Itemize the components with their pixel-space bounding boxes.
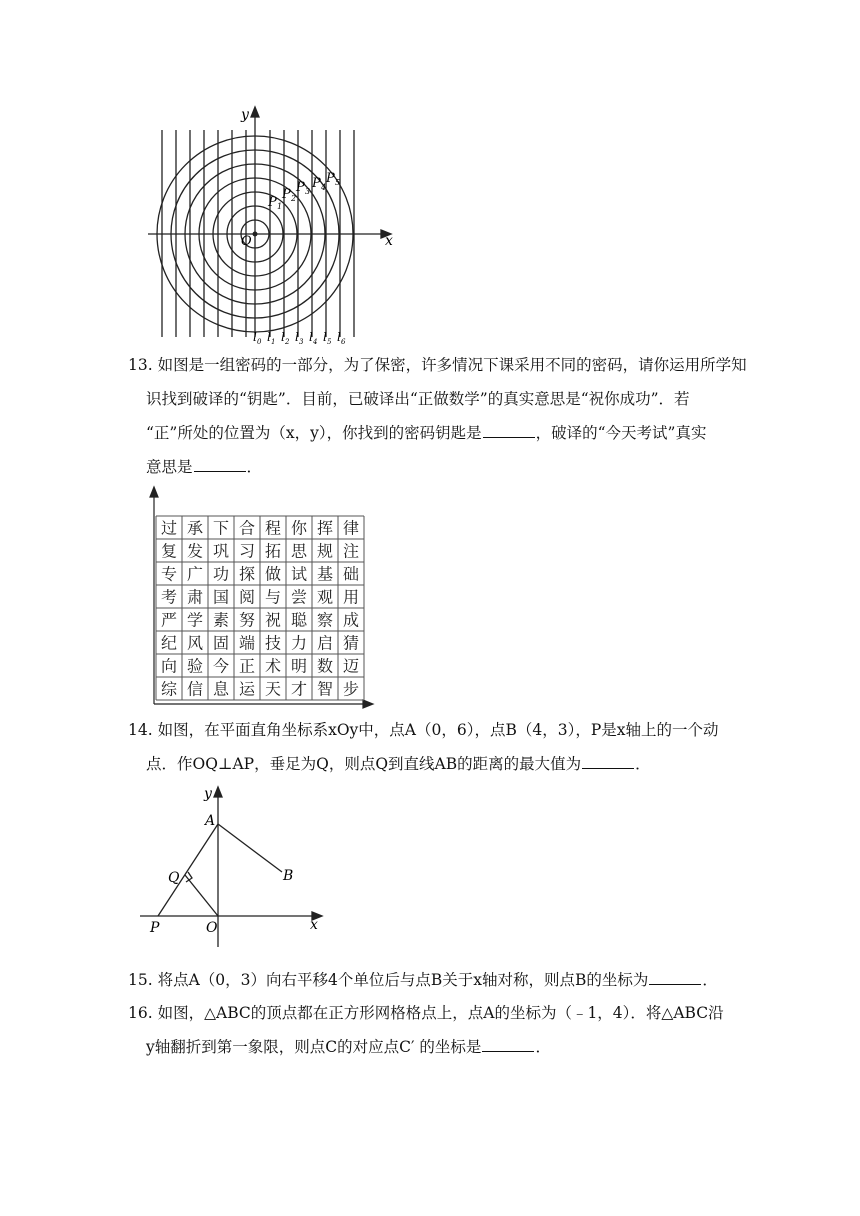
grid-cell: 阅 xyxy=(238,587,256,607)
grid-cell: 础 xyxy=(342,564,360,584)
grid-cell: 端 xyxy=(238,633,256,653)
grid-cell: 学 xyxy=(186,610,204,630)
grid-cell: 技 xyxy=(264,633,282,653)
svg-text:0: 0 xyxy=(257,338,262,345)
answer-blank[interactable] xyxy=(483,423,535,438)
svg-text:B: B xyxy=(283,868,294,884)
grid-cell: 息 xyxy=(212,679,230,699)
grid-cell: 挥 xyxy=(316,518,334,538)
grid-cell: 过 xyxy=(160,518,178,538)
svg-text:l: l xyxy=(253,330,257,344)
grid-cell: 探 xyxy=(238,564,256,584)
grid-cell: 固 xyxy=(212,633,230,653)
svg-text:P: P xyxy=(312,176,321,191)
grid-cell: 成 xyxy=(342,610,360,630)
answer-blank[interactable] xyxy=(194,457,246,472)
q15-line-1: 15. 将点A（0，3）向右平移4个单位后与点B关于x轴对称，则点B的坐标为 ． xyxy=(128,971,718,989)
grid-cell: 肃 xyxy=(186,587,204,607)
grid-cell: 天 xyxy=(264,679,282,699)
grid-cell: 纪 xyxy=(160,633,178,653)
svg-text:2: 2 xyxy=(285,338,290,345)
svg-text:P: P xyxy=(150,920,160,936)
grid-cell: 习 xyxy=(238,541,256,561)
grid-cell: 力 xyxy=(290,633,308,653)
grid-cell: 明 xyxy=(290,656,308,676)
q14-line-1: 14. 如图，在平面直角坐标系xOy中，点A（0，6），点B（4，3），P是x轴上的一个动 xyxy=(128,721,719,739)
svg-text:1: 1 xyxy=(277,202,283,211)
grid-cell: 验 xyxy=(186,656,204,676)
origin-label: O xyxy=(241,234,252,249)
grid-cell: 功 xyxy=(212,564,230,584)
svg-text:1: 1 xyxy=(271,338,276,345)
grid-cell: 考 xyxy=(160,587,178,607)
answer-blank[interactable] xyxy=(649,970,701,985)
svg-text:l: l xyxy=(337,330,341,344)
grid-cell: 素 xyxy=(212,610,230,630)
grid-cell: 承 xyxy=(186,518,204,538)
svg-text:3: 3 xyxy=(305,187,311,196)
svg-text:4: 4 xyxy=(321,183,327,192)
grid-cell: 迈 xyxy=(342,656,360,676)
svg-text:6: 6 xyxy=(341,338,346,345)
svg-text:2: 2 xyxy=(291,194,297,203)
svg-text:5: 5 xyxy=(327,338,332,345)
question-14 xyxy=(128,713,748,781)
grid-cell: 思 xyxy=(290,541,308,561)
grid-cell: 发 xyxy=(186,541,204,561)
grid-cell: 专 xyxy=(160,564,178,584)
svg-text:l: l xyxy=(295,330,299,344)
svg-text:P: P xyxy=(268,195,277,210)
svg-text:5: 5 xyxy=(335,178,341,187)
svg-text:O: O xyxy=(206,920,218,936)
grid-cell: 努 xyxy=(238,610,256,630)
grid-cell: 尝 xyxy=(290,587,308,607)
grid-cell: 运 xyxy=(238,679,256,699)
coordinate-figure-14 xyxy=(140,782,340,952)
q13-line-3: “正”所处的位置为（x，y），你找到的密码钥匙是 ，破译的“今天考试”真实 xyxy=(146,424,707,442)
svg-text:A: A xyxy=(205,813,216,829)
svg-text:P: P xyxy=(282,187,291,202)
q16-line-2: y轴翻折到第一象限，则点C的对应点C′ 的坐标是 ． xyxy=(146,1038,551,1056)
q16-line-1: 16. 如图，△ABC的顶点都在正方形网格格点上，点A的坐标为（﹣1，4）．将△ABC沿 xyxy=(128,1004,724,1022)
grid-cell: 信 xyxy=(186,679,204,699)
grid-cell: 综 xyxy=(160,679,178,699)
grid-cell: 基 xyxy=(316,564,334,584)
answer-blank[interactable] xyxy=(582,754,634,769)
answer-blank[interactable] xyxy=(482,1037,534,1052)
grid-cell: 复 xyxy=(160,541,178,561)
grid-cell: 做 xyxy=(264,564,282,584)
grid-cell: 今 xyxy=(212,656,230,676)
svg-text:l: l xyxy=(267,330,271,344)
grid-cell: 观 xyxy=(316,587,334,607)
grid-cell: 用 xyxy=(342,587,360,607)
svg-text:P: P xyxy=(296,180,305,195)
grid-cell: 程 xyxy=(264,518,282,538)
grid-cell: 广 xyxy=(186,564,204,584)
grid-cell: 注 xyxy=(342,541,360,561)
grid-cell: 才 xyxy=(290,679,308,699)
svg-text:l: l xyxy=(323,330,327,344)
q13-line-2: 识找到破译的“钥匙”．目前，已破译出“正做数学”的真实意思是“祝你成功”．若 xyxy=(146,390,690,408)
grid-cell: 祝 xyxy=(264,610,282,630)
svg-text:l: l xyxy=(309,330,313,344)
q13-line-4: 意思是 ． xyxy=(146,458,263,476)
q14-line-2: 点．作OQ⊥AP，垂足为Q，则点Q到直线AB的距离的最大值为 ． xyxy=(146,755,651,773)
grid-cell: 试 xyxy=(290,564,308,584)
grid-cell: 向 xyxy=(160,656,178,676)
grid-cell: 猜 xyxy=(342,633,360,653)
question-16 xyxy=(128,996,748,1064)
grid-cell: 数 xyxy=(316,656,334,676)
grid-cell: 严 xyxy=(160,610,178,630)
svg-text:Q: Q xyxy=(168,870,180,886)
grid-cell: 术 xyxy=(264,656,282,676)
svg-text:x: x xyxy=(310,917,318,933)
grid-cell: 你 xyxy=(290,518,308,538)
question-15 xyxy=(128,963,748,997)
grid-cell: 正 xyxy=(238,656,256,676)
grid-cell: 下 xyxy=(212,518,230,538)
grid-cell: 察 xyxy=(316,610,334,630)
svg-text:4: 4 xyxy=(313,338,318,345)
origin-dot xyxy=(253,232,258,237)
grid-cell: 聪 xyxy=(290,610,308,630)
grid-cell: 智 xyxy=(316,679,334,699)
grid-cell: 步 xyxy=(342,679,360,699)
svg-text:l: l xyxy=(281,330,285,344)
grid-cell: 风 xyxy=(186,633,204,653)
grid-cell: 启 xyxy=(316,633,334,653)
grid-cell: 与 xyxy=(264,587,282,607)
grid-cell: 合 xyxy=(238,518,256,538)
grid-cell: 律 xyxy=(342,518,360,538)
question-13 xyxy=(128,348,748,484)
grid-cell: 拓 xyxy=(264,541,282,561)
svg-text:3: 3 xyxy=(299,338,304,345)
svg-text:P: P xyxy=(326,171,335,186)
grid-cell: 规 xyxy=(316,541,334,561)
y-axis-label: y xyxy=(241,107,249,123)
grid-cell: 巩 xyxy=(212,541,230,561)
concentric-circles-figure xyxy=(145,105,400,345)
x-axis-label: x xyxy=(385,233,393,249)
l-labels xyxy=(253,330,346,345)
q13-line-1: 13. 如图是一组密码的一部分，为了保密，许多情况下课采用不同的密码，请你运用所学知 xyxy=(128,356,747,374)
grid-cell: 国 xyxy=(212,587,230,607)
svg-text:y: y xyxy=(204,786,212,802)
cipher-grid-figure xyxy=(140,484,380,714)
